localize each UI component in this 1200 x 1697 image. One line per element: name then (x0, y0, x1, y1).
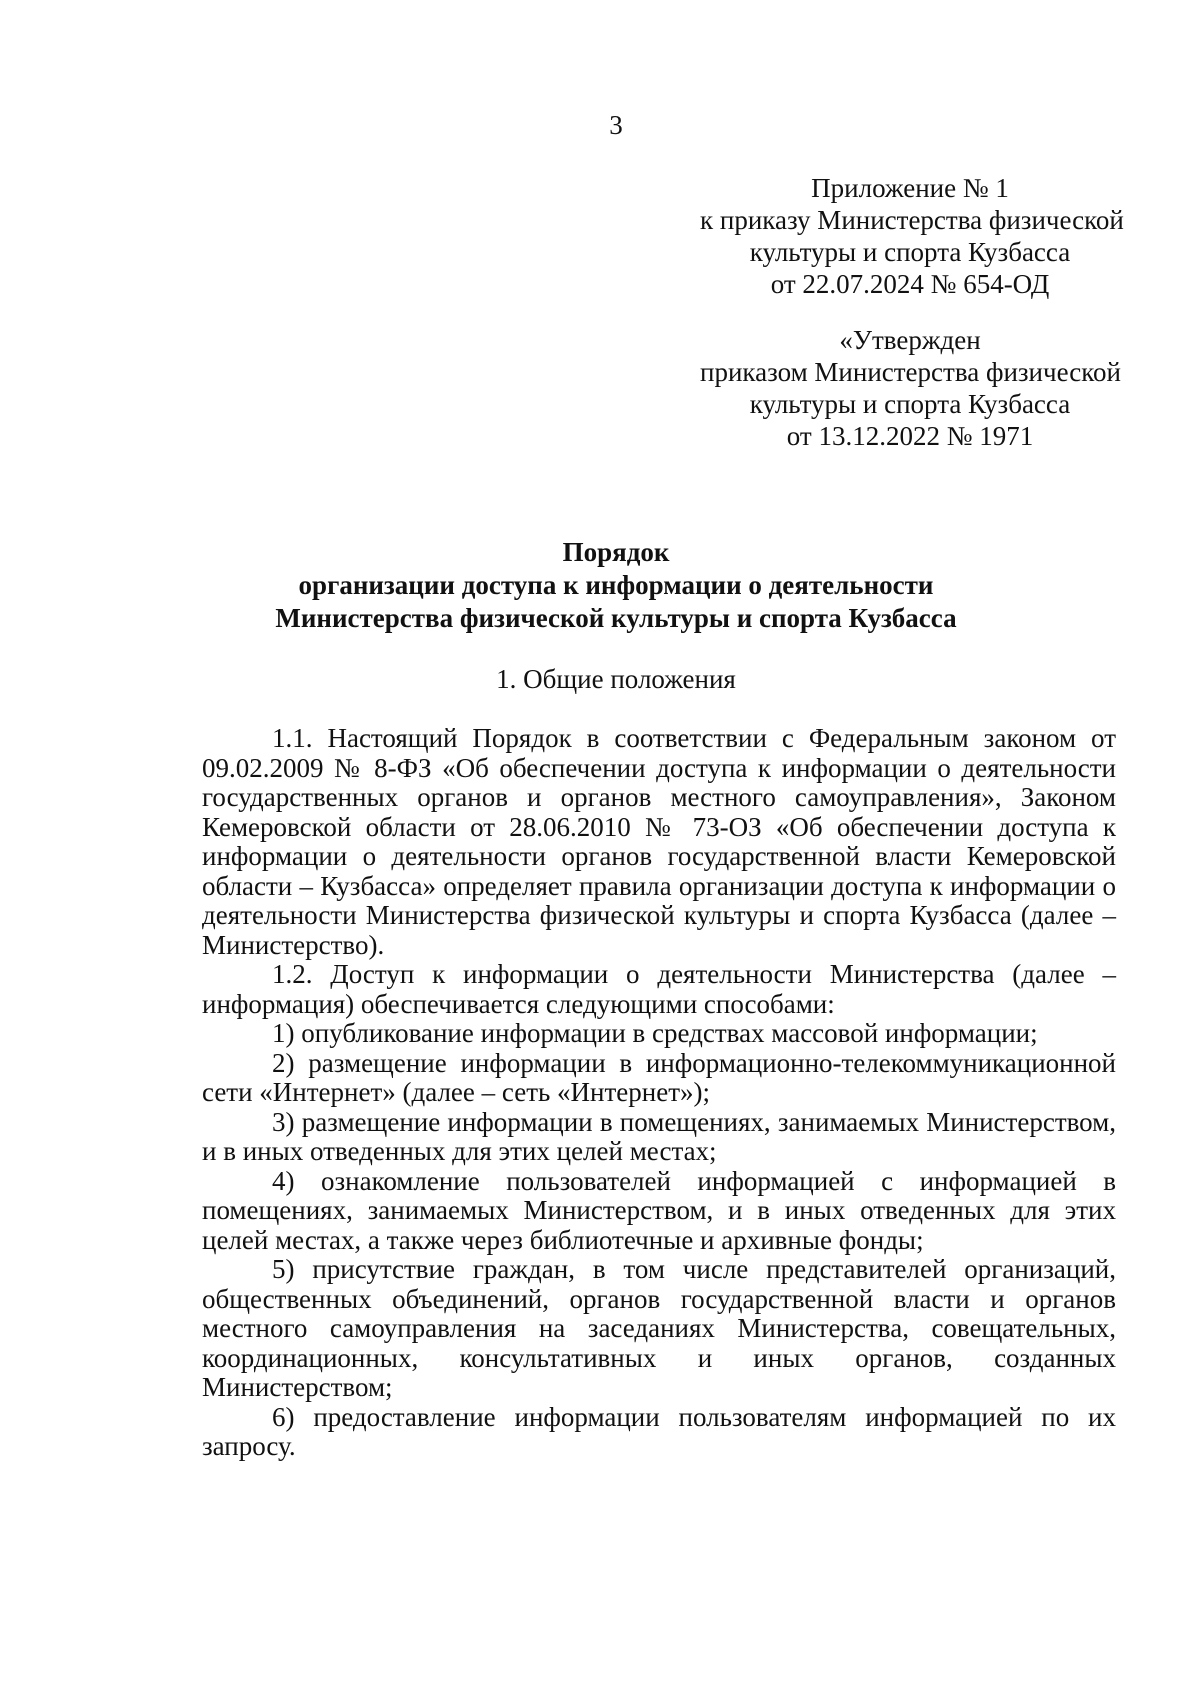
approval-line: от 13.12.2022 № 1971 (786, 421, 1034, 451)
body-text (202, 724, 1116, 1462)
paragraph: 1.1. Настоящий Порядок в соответствии с Федеральным законом от 09.02.2009 № 8-ФЗ «Об обеспечении доступа к информации о деятельности государственных органов и органов местного самоуправления», Законом Кемеровской области от 28.06.2010 № 73-ОЗ «Об обеспечении доступа к информации о деятельности органов государственной власти Кемеровской области – Кузбасса» определяет правила организации доступа к информации о деятельности Министерства физической культуры и спорта Кузбасса (далее – Министерство). (202, 723, 1116, 960)
paragraph: 4) ознакомление пользователей информацией с информацией в помещениях, занимаемых Министерством, и в иных отведенных для этих целей местах, а также через библиотечные и архивные фонды; (202, 1165, 1116, 1255)
approval-stamp-text (700, 324, 1120, 452)
title-line: Министерства физической культуры и спорта Кузбасса (275, 603, 957, 633)
appendix-line: к приказу Министерства физической (700, 205, 1124, 235)
section-heading: 1. Общие положения (496, 664, 736, 694)
document-title (0, 536, 1200, 635)
appendix-line: от 22.07.2024 № 654-ОД (770, 269, 1050, 299)
page-number: 3 (609, 110, 623, 140)
paragraph: 6) предоставление информации пользователям информацией по их запросу. (202, 1401, 1116, 1461)
paragraph: 5) присутствие граждан, в том числе представителей организаций, общественных объединений, органов государственной власти и органов местного самоуправления на заседаниях Министерства, совещательных, координационных, консультативных и иных органов, созданных Министерством; (202, 1254, 1116, 1402)
appendix-header (700, 172, 1124, 300)
approval-line: культуры и спорта Кузбасса (749, 389, 1071, 419)
approval-line: приказом Министерства физической (700, 357, 1121, 387)
title-line: организации доступа к информации о деятельности (298, 570, 934, 600)
approval-line: «Утвержден (839, 325, 981, 355)
paragraph: 1.2. Доступ к информации о деятельности Министерства (далее – информация) обеспечивается следующими способами: (202, 959, 1116, 1019)
paragraph: 3) размещение информации в помещениях, занимаемых Министерством, и в иных отведенных для этих целей местах; (202, 1106, 1116, 1166)
appendix-line: Приложение № 1 (811, 173, 1009, 203)
paragraph: 1) опубликование информации в средствах массовой информации; (272, 1018, 1038, 1048)
appendix-line: культуры и спорта Кузбасса (749, 237, 1071, 267)
paragraph: 2) размещение информации в информационно-телекоммуникационной сети «Интернет» (далее – сеть «Интернет»); (202, 1047, 1116, 1107)
title-line: Порядок (562, 537, 670, 567)
